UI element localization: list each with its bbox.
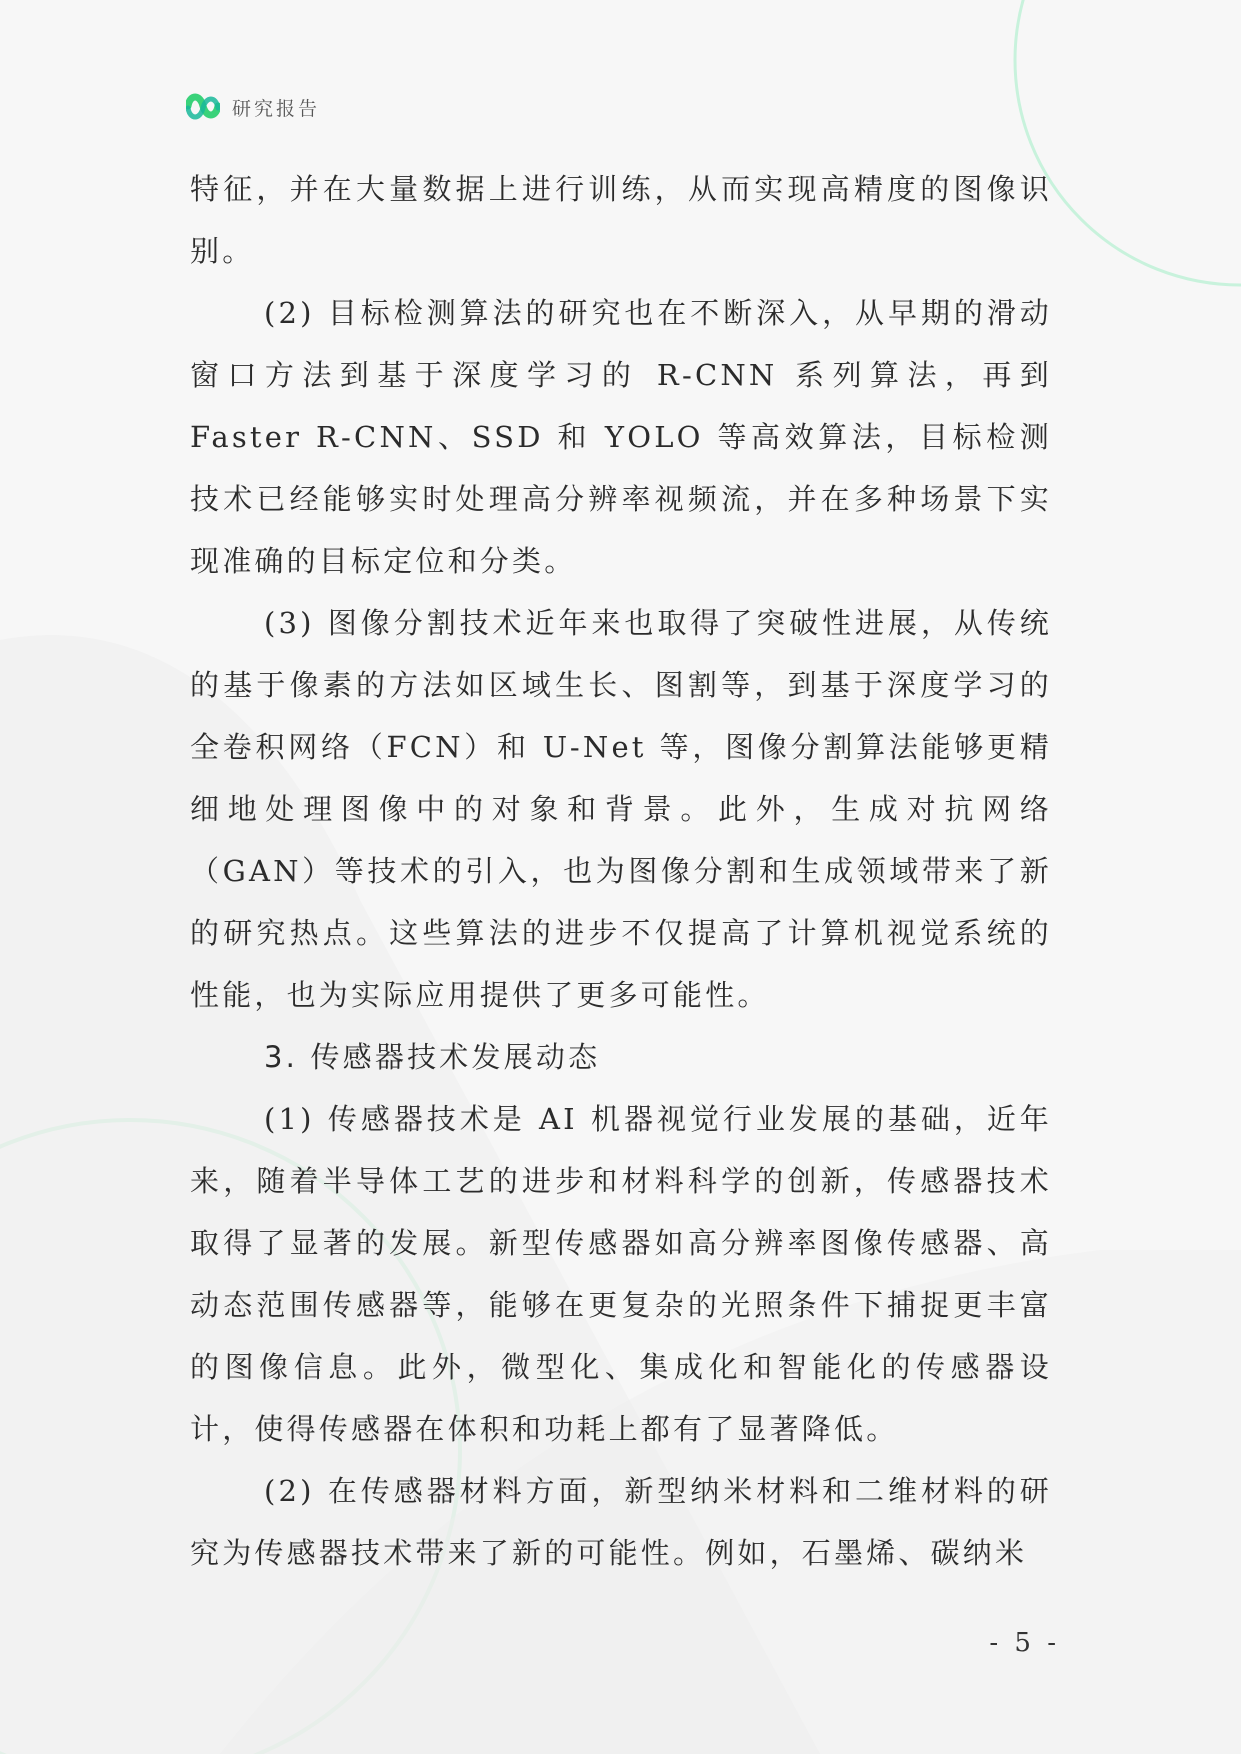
paragraph-image-segmentation: (3) 图像分割技术近年来也取得了突破性进展，从传统的基于像素的方法如区域生长、图割等，到基于深度学习的全卷积网络（FCN）和 U-Net 等，图像分割算法能够更精细地处理图像中的对象和背景。此外，生成对抗网络（GAN）等技术的引入，也为图像分割和生成领域带来了新的研究热点。这些算法的进步不仅提高了计算机视觉系统的性能，也为实际应用提供了更多可能性。 <box>190 606 1052 1012</box>
section-heading: 3. 传感器技术发展动态 <box>264 1040 601 1074</box>
paragraph-object-detection: (2) 目标检测算法的研究也在不断深入，从早期的滑动窗口方法到基于深度学习的 R-CNN 系列算法，再到 Faster R-CNN、SSD 和 YOLO 等高效算法，目标检测技术已经能够实时处理高分辨率视频流，并在多种场景下实现准确的目标定位和分类。 <box>190 296 1052 578</box>
paragraph-sensor-materials: (2) 在传感器材料方面，新型纳米材料和二维材料的研究为传感器技术带来了新的可能性。例如，石墨烯、碳纳米 <box>190 1474 1052 1570</box>
brand-logo-icon <box>186 92 220 122</box>
paragraph-sensor-technology: (1) 传感器技术是 AI 机器视觉行业发展的基础，近年来，随着半导体工艺的进步和材料科学的创新，传感器技术取得了显著的发展。新型传感器如高分辨率图像传感器、高动态范围传感器等，能够在更复杂的光照条件下捕捉更丰富的图像信息。此外，微型化、集成化和智能化的传感器设计，使得传感器在体积和功耗上都有了显著降低。 <box>190 1102 1052 1446</box>
header-title: 研究报告 <box>232 97 321 120</box>
document-body <box>190 158 1052 1584</box>
page-number: - 5 - <box>989 1628 1060 1658</box>
report-header <box>186 90 320 124</box>
paragraph-continuation: 特征，并在大量数据上进行训练，从而实现高精度的图像识别。 <box>190 172 1052 268</box>
